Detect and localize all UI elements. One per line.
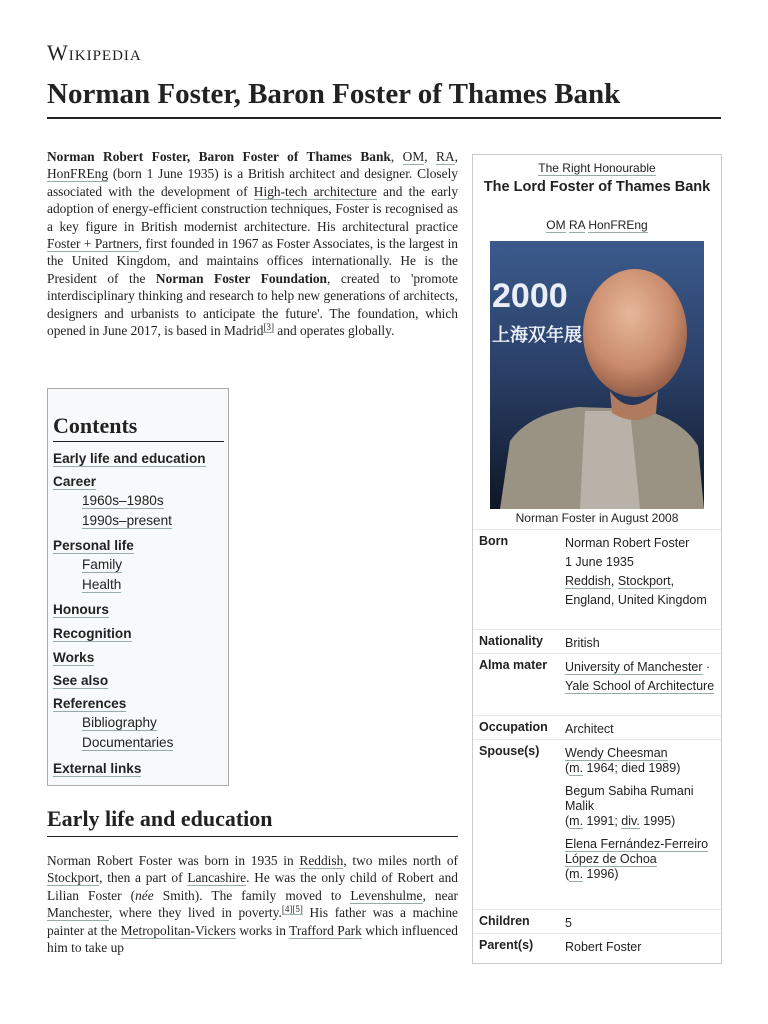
- photo-caption: Norman Foster in August 2008: [515, 511, 679, 525]
- link-yale-school-of-architecture[interactable]: Yale School of Architecture: [565, 679, 715, 693]
- toc-career[interactable]: Career: [53, 474, 97, 489]
- toc-early-life[interactable]: Early life and education: [53, 451, 206, 466]
- shirt-shape: [580, 411, 640, 509]
- text: ,: [454, 149, 458, 164]
- infobox-row-occupation: [473, 715, 721, 740]
- link-stockport[interactable]: Stockport: [47, 870, 100, 886]
- table-of-contents: [47, 388, 229, 786]
- text: His father was a machine painter at the: [47, 905, 458, 938]
- toc-bibliography[interactable]: Bibliography: [82, 715, 157, 730]
- nationality-value: British: [565, 636, 600, 650]
- section-divider: [47, 836, 458, 837]
- spouse-entry: [565, 837, 715, 882]
- photo-chinese-text: 上海双年展: [492, 325, 582, 346]
- infobox-row-born: [473, 529, 721, 630]
- section-heading-early-life: Early life and education: [47, 806, 273, 831]
- married-abbr[interactable]: m.: [569, 761, 584, 775]
- text: 1996): [583, 867, 619, 881]
- text: 1964; died 1989: [583, 761, 677, 775]
- infobox: [472, 154, 722, 964]
- text: 1991;: [583, 814, 622, 828]
- text: (: [565, 814, 570, 828]
- link-born-stockport[interactable]: Stockport: [617, 574, 671, 588]
- occupation-label: Occupation: [479, 720, 548, 734]
- text: , England, United Kingdom: [565, 574, 707, 607]
- text: works in: [235, 922, 290, 938]
- infobox-row-spouses: [473, 739, 721, 910]
- link-lancashire[interactable]: Lancashire: [187, 870, 247, 886]
- link-honfreng[interactable]: HonFREng: [47, 166, 109, 182]
- toc-see-also[interactable]: See also: [53, 673, 109, 688]
- toc-documentaries[interactable]: Documentaries: [82, 735, 174, 750]
- link-right-honourable[interactable]: The Right Honourable: [538, 161, 656, 175]
- toc-family[interactable]: Family: [82, 557, 123, 572]
- parents-value: Robert Foster: [565, 940, 642, 954]
- link-born-reddish[interactable]: Reddish: [565, 574, 611, 588]
- spouses-value: [565, 746, 715, 882]
- text: ,: [610, 574, 618, 588]
- nationality-label: Nationality: [479, 634, 543, 648]
- link-om[interactable]: OM: [402, 149, 425, 164]
- page-title: Norman Foster, Baron Foster of Thames Bank: [47, 78, 621, 110]
- spouses-label: Spouse(s): [479, 744, 540, 758]
- infobox-row-nationality: [473, 629, 721, 654]
- intro-paragraph: [47, 148, 458, 339]
- infobox-row-parents: [473, 933, 721, 964]
- link-ra[interactable]: RA: [436, 149, 455, 164]
- text: ): [676, 761, 681, 775]
- children-label: Children: [479, 914, 530, 928]
- citation-3[interactable]: [3]: [263, 321, 274, 332]
- infobox-row-alma-mater: [473, 653, 721, 716]
- text: (born 1 June 1935) is a British architect and designer. Closely associated with the development of: [47, 166, 458, 199]
- toc-1960s-1980s[interactable]: 1960s–1980s: [82, 493, 164, 508]
- photo-banner-text: 2000: [492, 277, 568, 315]
- text: and operates globally.: [273, 323, 395, 339]
- wikipedia-logo[interactable]: Wikipedia: [47, 40, 142, 65]
- parents-label: Parent(s): [479, 938, 534, 952]
- infobox-row-children: [473, 909, 721, 934]
- text: which influenced him to take up: [47, 922, 459, 956]
- link-wendy-cheesman[interactable]: Wendy Cheesman: [565, 746, 668, 760]
- occupation-value: Architect: [565, 722, 614, 736]
- nee-text: née: [135, 887, 154, 903]
- link-high-tech-architecture[interactable]: High-tech architecture: [253, 183, 377, 199]
- toc-references[interactable]: References: [53, 696, 127, 711]
- born-label: Born: [479, 534, 509, 548]
- subject-name: Norman Robert Foster, Baron Foster of Thames Bank: [47, 149, 391, 164]
- spouse-entry: [565, 746, 715, 776]
- toc-honours[interactable]: Honours: [53, 602, 109, 617]
- alma-mater-label: Alma mater: [479, 658, 548, 672]
- text: , near: [422, 887, 458, 903]
- toc-external-links[interactable]: External links: [53, 761, 142, 776]
- link-ra[interactable]: RA: [568, 218, 585, 232]
- infobox-honorific: [473, 161, 721, 175]
- portrait-photo[interactable]: [490, 241, 704, 509]
- born-date: 1 June 1935: [565, 555, 634, 569]
- born-value: [565, 534, 715, 610]
- married-abbr[interactable]: m.: [569, 867, 584, 881]
- link-om[interactable]: OM: [546, 218, 566, 232]
- children-value: 5: [565, 916, 572, 930]
- spouse-name: Begum Sabiha Rumani Malik: [565, 784, 694, 813]
- title-divider: [47, 117, 721, 119]
- infobox-postnominals: [473, 218, 721, 232]
- toc-title: Contents: [53, 413, 138, 438]
- link-metropolitan-vickers[interactable]: Metropolitan-Vickers: [120, 922, 236, 938]
- head-shape: [583, 269, 687, 397]
- text: , created to 'promote interdisciplinary thinking and research to help new generations of architects, designers and urbanists to anticipate the future'. The foundation, which opened in June 2017, is based in Madrid: [47, 270, 458, 339]
- married-abbr[interactable]: m.: [569, 814, 584, 828]
- text: , then a part of: [99, 870, 188, 886]
- text: ,: [390, 149, 403, 164]
- text: (: [565, 761, 570, 775]
- early-life-paragraph: [47, 852, 458, 956]
- text: ·: [702, 660, 711, 674]
- text: . He was the only child of Robert and Lilian Foster (: [47, 870, 458, 903]
- born-name: Norman Robert Foster: [565, 536, 690, 550]
- divorced-abbr[interactable]: div.: [621, 814, 640, 828]
- text: , first founded in 1967 as Foster Associates, is the largest in the United Kingdom, and maintains offices internationally. He is the President of the: [47, 236, 458, 286]
- text: 1995): [639, 814, 676, 828]
- foundation-name: Norman Foster Foundation: [155, 270, 327, 286]
- toc-works[interactable]: Works: [53, 650, 95, 665]
- text: Norman Robert Foster was born in 1935 in: [47, 853, 300, 868]
- citation-4-5[interactable]: [4][5]: [281, 903, 303, 914]
- toc-1990s-present[interactable]: 1990s–present: [82, 513, 172, 528]
- link-trafford-park[interactable]: Trafford Park: [289, 922, 362, 938]
- link-honfreng[interactable]: HonFREng: [588, 218, 648, 232]
- text: , two miles north of: [343, 853, 458, 868]
- toc-recognition[interactable]: Recognition: [53, 626, 132, 641]
- alma-mater-value: [565, 658, 715, 696]
- link-foster-partners[interactable]: Foster + Partners: [47, 236, 139, 252]
- link-manchester[interactable]: Manchester: [47, 905, 109, 921]
- toc-divider: [53, 441, 224, 442]
- link-university-of-manchester[interactable]: University of Manchester: [565, 660, 703, 674]
- infobox-title: The Lord Foster of Thames Bank: [483, 179, 711, 195]
- text: ,: [424, 149, 437, 164]
- link-reddish[interactable]: Reddish: [299, 853, 344, 868]
- text: Smith). The family moved to: [153, 887, 351, 903]
- toc-personal-life[interactable]: Personal life: [53, 538, 134, 553]
- text: (: [565, 867, 570, 881]
- link-elena-fernandez-ferreiro[interactable]: Elena Fernández-Ferreiro López de Ochoa: [565, 837, 709, 866]
- toc-health[interactable]: Health: [82, 577, 122, 592]
- text: and the early adoption of energy-efficient construction techniques, Foster is recognised as a key figure in British modernist architecture. His architectural practice: [47, 183, 459, 234]
- link-levenshulme[interactable]: Levenshulme: [350, 887, 423, 903]
- spouse-entry: [565, 784, 715, 829]
- text: , where they lived in poverty.: [108, 905, 282, 921]
